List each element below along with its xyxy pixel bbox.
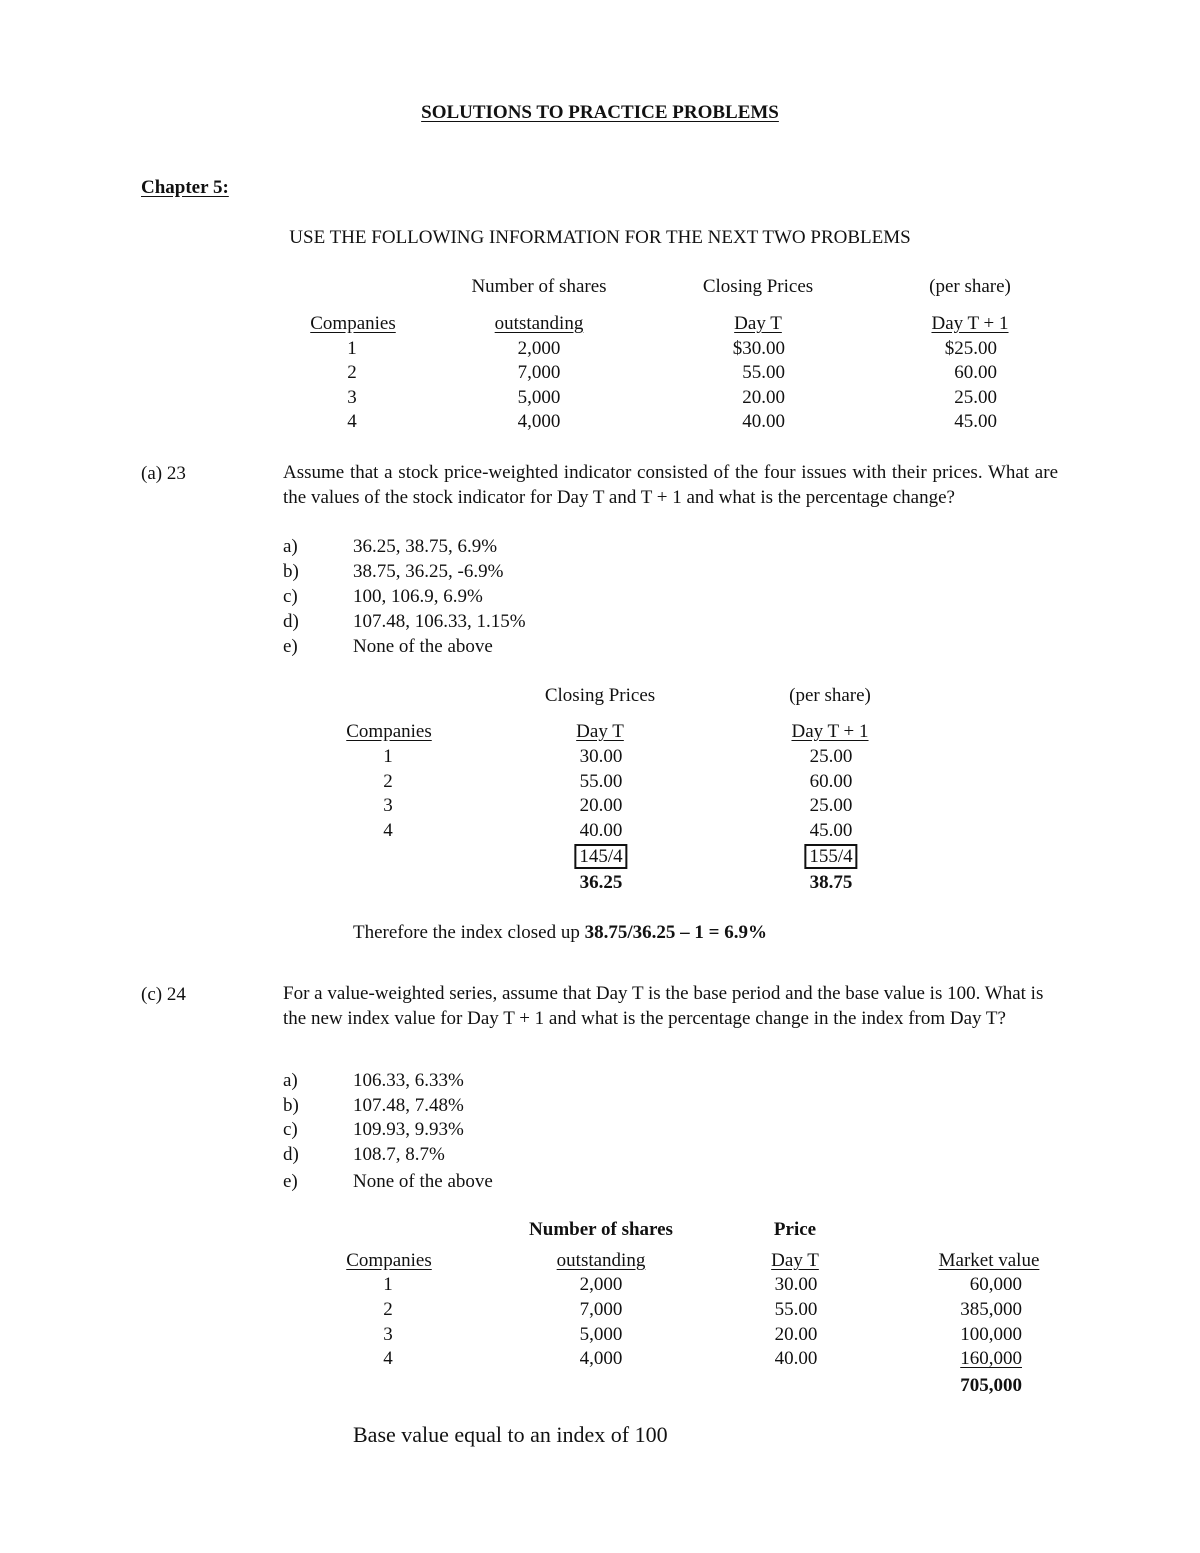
table2-cell: 30.00	[579, 746, 623, 767]
option-key: b)	[283, 1095, 299, 1116]
table3-column-header: Day T	[771, 1250, 819, 1271]
table3-cell: 4	[383, 1348, 393, 1369]
table1-cell: 25.00	[954, 387, 997, 408]
table1-cell: 7,000	[517, 362, 561, 383]
question-label: (a) 23	[141, 463, 186, 484]
table3-cell: 1	[383, 1274, 393, 1295]
option-text: 107.48, 7.48%	[353, 1095, 464, 1116]
table3-cell: 20.00	[774, 1324, 818, 1345]
table1-cell: 55.00	[742, 362, 785, 383]
option-text: 38.75, 36.25, -6.9%	[353, 561, 504, 582]
table2-cell: 40.00	[579, 820, 623, 841]
table1-column-header: Day T + 1	[931, 313, 1009, 334]
table1-cell: 5,000	[517, 387, 561, 408]
table2-cell: 25.00	[809, 795, 853, 816]
option-key: c)	[283, 1119, 298, 1140]
option-key: b)	[283, 561, 299, 582]
option-key: a)	[283, 1070, 298, 1091]
question-text: For a value-weighted series, assume that Day T is the base period and the base value is 100. What is the new index value for Day T + 1 and what is the percentage change in the index from Day T?	[283, 983, 1044, 1029]
table1-cell: 1	[347, 338, 357, 359]
question-label: (c) 24	[141, 984, 186, 1005]
conclusion-result: 38.75/36.25 – 1 = 6.9%	[584, 922, 767, 943]
table2-header-top: (per share)	[789, 685, 871, 706]
table1-header-top: Number of shares	[471, 276, 607, 297]
option-text: None of the above	[353, 1171, 493, 1192]
option-text: 100, 106.9, 6.9%	[353, 586, 483, 607]
table1-header-top: (per share)	[929, 276, 1011, 297]
table1-column-header: outstanding	[494, 313, 584, 334]
table2-header-top: Closing Prices	[544, 685, 656, 706]
option-text: 108.7, 8.7%	[353, 1144, 445, 1165]
table2-cell: 55.00	[579, 771, 623, 792]
table2-cell: 1	[383, 746, 393, 767]
table3-cell: 40.00	[774, 1348, 818, 1369]
table2-cell: 60.00	[809, 771, 853, 792]
table1-cell: $30.00	[732, 338, 785, 359]
table1-cell: 3	[347, 387, 357, 408]
table1-cell: 40.00	[742, 411, 785, 432]
option-key: d)	[283, 1144, 299, 1165]
table3-cell: 5,000	[579, 1324, 623, 1345]
table3-cell: 30.00	[774, 1274, 818, 1295]
table1-cell: 2	[347, 362, 357, 383]
table2-result: 38.75	[809, 872, 853, 893]
instruction-line: USE THE FOLLOWING INFORMATION FOR THE NEXT TWO PROBLEMS	[289, 227, 911, 248]
table1-header-top: Closing Prices	[702, 276, 814, 297]
table3-header-top: Number of shares	[529, 1219, 673, 1240]
option-text: 107.48, 106.33, 1.15%	[353, 611, 526, 632]
table3-total: 705,000	[960, 1375, 1022, 1396]
option-text: 106.33, 6.33%	[353, 1070, 464, 1091]
table1-cell: 60.00	[954, 362, 997, 383]
table3-cell: 3	[383, 1324, 393, 1345]
table3-cell: 160,000	[960, 1348, 1022, 1369]
base-value-note: Base value equal to an index of 100	[353, 1422, 668, 1447]
table1-column-header: Companies	[310, 313, 396, 334]
table3-cell: 60,000	[969, 1274, 1022, 1295]
table3-cell: 385,000	[960, 1299, 1022, 1320]
option-text: 109.93, 9.93%	[353, 1119, 464, 1140]
table3-column-header: Companies	[346, 1250, 432, 1271]
table3-cell: 2	[383, 1299, 393, 1320]
table2-cell: 2	[383, 771, 393, 792]
table1-column-header: Day T	[734, 313, 782, 334]
option-text: None of the above	[353, 636, 493, 657]
table2-sum-box: 155/4	[804, 844, 857, 869]
conclusion-line	[353, 923, 767, 942]
table3-cell: 7,000	[579, 1299, 623, 1320]
table3-column-header: outstanding	[556, 1250, 646, 1271]
table1-cell: 2,000	[517, 338, 561, 359]
table2-column-header: Day T + 1	[791, 721, 869, 742]
table3-cell: 4,000	[579, 1348, 623, 1369]
table1-cell: 45.00	[954, 411, 997, 432]
table1-cell: $25.00	[944, 338, 997, 359]
table1-cell: 4	[347, 411, 357, 432]
table2-cell: 3	[383, 795, 393, 816]
table1-cell: 4,000	[517, 411, 561, 432]
table3-column-header: Market value	[938, 1250, 1040, 1271]
table2-sum-box: 145/4	[574, 844, 627, 869]
conclusion-prefix: Therefore the index closed up	[353, 922, 585, 943]
chapter-heading: Chapter 5:	[141, 177, 229, 198]
table2-cell: 4	[383, 820, 393, 841]
option-key: d)	[283, 611, 299, 632]
option-key: e)	[283, 1171, 298, 1192]
table2-cell: 20.00	[579, 795, 623, 816]
table2-cell: 25.00	[809, 746, 853, 767]
table2-column-header: Day T	[576, 721, 624, 742]
question-text: Assume that a stock price-weighted indicator consisted of the four issues with their prices. What are the values of the stock indicator for Day T and T + 1 and what is the percentage change?	[283, 462, 1058, 508]
option-text: 36.25, 38.75, 6.9%	[353, 536, 498, 557]
table1-cell: 20.00	[742, 387, 785, 408]
table3-header-top: Price	[773, 1219, 817, 1240]
table2-result: 36.25	[579, 872, 623, 893]
table3-cell: 55.00	[774, 1299, 818, 1320]
page-title: SOLUTIONS TO PRACTICE PROBLEMS	[421, 102, 779, 123]
table3-cell: 100,000	[960, 1324, 1022, 1345]
table2-cell: 45.00	[809, 820, 853, 841]
option-key: a)	[283, 536, 298, 557]
option-key: c)	[283, 586, 298, 607]
table2-column-header: Companies	[346, 721, 432, 742]
table3-cell: 2,000	[579, 1274, 623, 1295]
option-key: e)	[283, 636, 298, 657]
